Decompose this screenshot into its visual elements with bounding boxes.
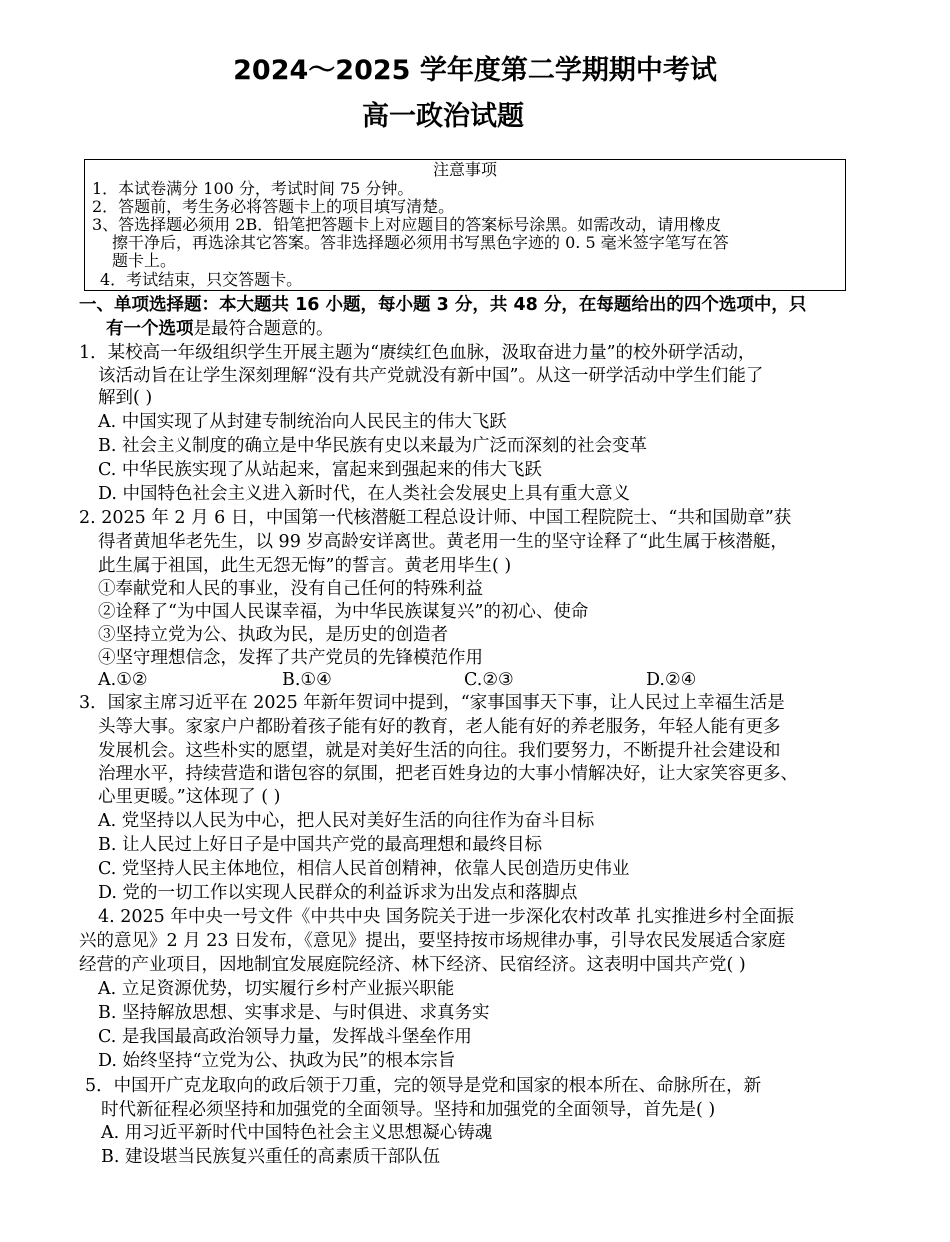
question-3-stem: 发展机会。这些朴实的愿望，就是对美好生活的向往。我们要努力，不断提升社会建设和 xyxy=(98,741,781,761)
question-4-option-d: D. 始终坚持“立党为公、执政为民”的根本宗旨 xyxy=(98,1051,456,1071)
question-3-stem: 头等大事。家家户户都盼着孩子能有好的教育，老人能有好的养老服务，年轻人能有更多 xyxy=(98,717,781,737)
question-4-option-c: C. 是我国最高政治领导力量，发挥战斗堡垒作用 xyxy=(98,1027,472,1047)
question-1-stem: 该活动旨在让学生深刻理解“没有共产党就没有新中国”。从这一研学活动中学生们能了 xyxy=(98,366,764,386)
exam-title: 2024～2025 学年度第二学期期中考试 xyxy=(233,55,717,86)
section-heading-cont xyxy=(106,318,334,340)
notice-line: 擦干净后，再选涂其它答案。答非选择题必须用书写黑色字迹的 0. 5 毫米签字笔写在答 xyxy=(112,233,729,252)
section-heading-rest: 是最符合题意的。 xyxy=(193,319,334,339)
notice-line: 4．考试结束，只交答题卡。 xyxy=(100,270,303,289)
notice-heading: 注意事项 xyxy=(432,160,497,179)
question-5-option-b: B. 建设堪当民族复兴重任的高素质干部队伍 xyxy=(101,1147,440,1167)
notice-line: 1．本试卷满分 100 分，考试时间 75 分钟。 xyxy=(92,179,414,198)
question-2-statement-4: ④坚守理想信念，发挥了共产党员的先锋模范作用 xyxy=(98,648,483,668)
question-3-stem: 治理水平，持续营造和谐包容的氛围，把老百姓身边的大事小情解决好，让大家笑容更多、 xyxy=(98,764,798,784)
question-4-stem: 4. 2025 年中央一号文件《中共中央 国务院关于进一步深化农村改革 扎实推进乡村全面振 xyxy=(98,907,794,927)
question-2-statement-2: ②诠释了“为中国人民谋幸福，为中华民族谋复兴”的初心、使命 xyxy=(98,602,589,622)
question-1-option-d: D. 中国特色社会主义进入新时代，在人类社会发展史上具有重大意义 xyxy=(98,484,631,504)
question-4-stem: 兴的意见》2 月 23 日发布，《意见》提出，要坚持按市场规律办事，引导农民发展适合家庭 xyxy=(79,931,786,951)
question-3-option-b: B. 让人民过上好日子是中国共产党的最高理想和最终目标 xyxy=(98,835,542,855)
question-4-stem: 经营的产业项目，因地制宜发展庭院经济、林下经济、民宿经济。这表明中国共产党( ) xyxy=(79,955,746,975)
section-heading-bold: 有一个选项 xyxy=(106,319,194,339)
question-4-option-a: A. 立足资源优势，切实履行乡村产业振兴职能 xyxy=(98,979,455,999)
section-heading: 一、单项选择题：本大题共 16 小题，每小题 3 分，共 48 分，在每题给出的四个选项中，只 xyxy=(79,295,807,315)
question-1-option-b: B. 社会主义制度的确立是中华民族有史以来最为广泛而深刻的社会变革 xyxy=(98,436,647,456)
question-2-option-a: A.①② xyxy=(98,670,148,690)
question-2-stem: 得者黄旭华老先生，以 99 岁高龄安详离世。黄老用一生的坚守诠释了“此生属于核潜艇， xyxy=(98,532,788,552)
question-5-stem: 时代新征程必须坚持和加强党的全面领导。坚持和加强党的全面领导，首先是( ) xyxy=(101,1100,716,1120)
question-3-option-c: C. 党坚持人民主体地位，相信人民首创精神，依靠人民创造历史伟业 xyxy=(98,859,630,879)
question-1-option-a: A. 中国实现了从封建专制统治向人民民主的伟大飞跃 xyxy=(98,412,507,432)
notice-line: 题卡上。 xyxy=(112,251,177,270)
question-3-stem: 心里更暖。”这体现了 ( ) xyxy=(98,787,281,807)
question-2-option-c: C.②③ xyxy=(464,670,514,690)
question-1-stem: 解到( ) xyxy=(98,388,153,408)
exam-subject-title: 高一政治试题 xyxy=(362,101,524,132)
question-5-stem: 5．中国开广克龙取向的政后领于刀重，完的领导是党和国家的根本所在、命脉所在，新 xyxy=(85,1076,762,1096)
notice-line: 3、答选择题必须用 2B．铅笔把答题卡上对应题目的答案标号涂黑。如需改动，请用橡皮 xyxy=(92,215,722,234)
question-2-statement-3: ③坚持立党为公、执政为民，是历史的创造者 xyxy=(98,625,448,645)
question-5-option-a: A. 用习近平新时代中国特色社会主义思想凝心铸魂 xyxy=(101,1123,493,1143)
notice-line: 2．答题前，考生务必将答题卡上的项目填写清楚。 xyxy=(92,197,455,216)
question-2-statement-1: ①奉献党和人民的事业，没有自己任何的特殊利益 xyxy=(98,579,483,599)
question-4-option-b: B. 坚持解放思想、实事求是、与时俱进、求真务实 xyxy=(98,1003,490,1023)
question-2-stem: 2. 2025 年 2 月 6 日，中国第一代核潜艇工程总设计师、中国工程院院士、“共和国勋章”获 xyxy=(79,508,792,528)
question-2-stem: 此生属于祖国，此生无怨无悔”的誓言。黄老用毕生( ) xyxy=(98,556,512,576)
question-2-option-d: D.②④ xyxy=(646,670,697,690)
question-3-option-a: A. 党坚持以人民为中心，把人民对美好生活的向往作为奋斗目标 xyxy=(98,811,595,831)
question-1-stem: 1．某校高一年级组织学生开展主题为“赓续红色血脉，汲取奋进力量”的校外研学活动， xyxy=(79,343,756,363)
question-1-option-c: C. 中华民族实现了从站起来，富起来到强起来的伟大飞跃 xyxy=(98,460,542,480)
question-3-option-d: D. 党的一切工作以实现人民群众的利益诉求为出发点和落脚点 xyxy=(98,883,578,903)
question-3-stem: 3．国家主席习近平在 2025 年新年贺词中提到，“家事国事天下事，让人民过上幸福生活是 xyxy=(79,693,785,713)
question-2-option-b: B.①④ xyxy=(282,670,332,690)
